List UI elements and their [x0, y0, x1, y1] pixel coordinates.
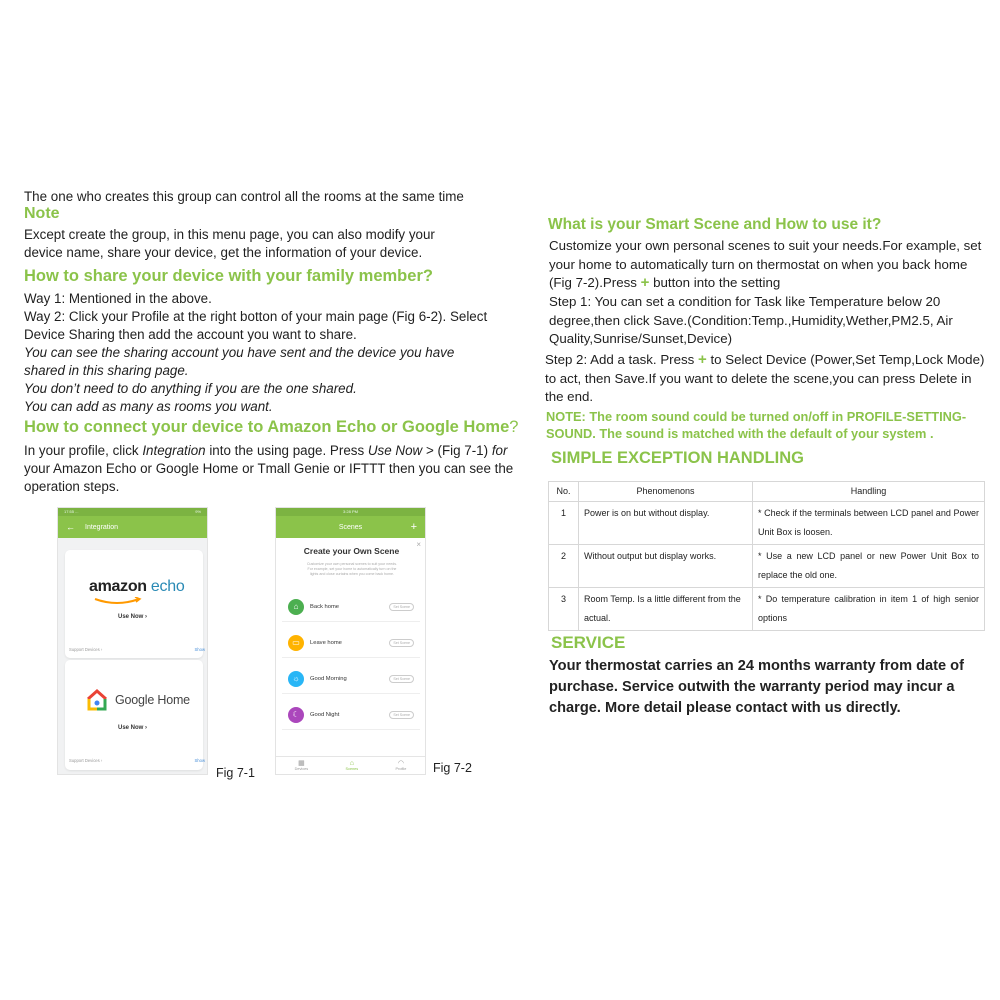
amazon-smile-icon — [93, 597, 143, 605]
exception-table-body — [549, 502, 985, 631]
connect-heading-text: How to connect your device to Amazon Echo or Google Home — [24, 418, 510, 436]
amazon-use-now-button[interactable]: Use Now › — [118, 614, 148, 620]
fig7-2-caption: Fig 7-2 — [433, 761, 472, 775]
share-section — [24, 290, 504, 416]
google-home-card[interactable] — [65, 660, 203, 770]
step2-text — [545, 351, 989, 407]
table-cell: * Use a new LCD panel or new Power Unit Box to replace the old one. — [753, 545, 985, 588]
table-row — [549, 502, 985, 545]
integration-header — [58, 516, 207, 538]
tab-label: Scenes — [345, 767, 359, 771]
status-bar — [58, 508, 207, 516]
create-scene-desc: Customize your own personal scenes to suit your needs. For example, set your home to automatically turn on the lights and close curtains when you come back home. — [306, 562, 398, 576]
scenes-title: Scenes — [338, 523, 363, 531]
connect-text — [24, 442, 514, 496]
set-scene-button[interactable]: Set Scene — [389, 603, 414, 611]
sunrise-icon: ☼ — [288, 671, 304, 687]
step2-a: Step 2: Add a task. Press — [545, 352, 698, 367]
profile-tab-icon: ◠ — [397, 760, 404, 767]
scene-text — [549, 237, 989, 293]
scene-row[interactable] — [282, 628, 420, 658]
share-note-3: You can add as many as rooms you want. — [24, 399, 273, 414]
table-header-cell: No. — [549, 482, 579, 502]
status-right: 9% — [195, 509, 201, 514]
use-now-term: Use Now — [367, 443, 423, 458]
create-scene-title: Create your Own Scene — [303, 546, 400, 556]
amazon-show-link[interactable]: Show — [194, 647, 205, 652]
tab-label: Profile — [395, 767, 407, 771]
connect-p3: > (Fig 7-1) — [422, 443, 489, 458]
set-scene-button[interactable]: Set Scene — [389, 639, 414, 647]
scene-label: Leave home — [310, 639, 342, 646]
share-note-2: You don’t need to do anything if you are the one shared. — [24, 381, 357, 396]
table-header-cell: Phenomenons — [579, 482, 753, 502]
tab-devices[interactable] — [295, 760, 309, 771]
echo-logo-text: echo — [146, 578, 185, 595]
amazon-support-line — [69, 647, 205, 652]
set-scene-button[interactable]: Set Scene — [389, 711, 414, 719]
note-heading: Note — [24, 205, 60, 222]
table-row — [549, 588, 985, 631]
table-cell: Room Temp. Is a little different from the actual. — [579, 588, 753, 631]
scene-label: Good Morning — [310, 675, 347, 682]
google-home-icon — [85, 688, 109, 712]
google-support-line — [69, 758, 205, 763]
intro-text: The one who creates this group can control all the rooms at the same time — [24, 189, 464, 204]
table-cell: 2 — [549, 545, 579, 588]
amazon-echo-logo — [89, 578, 184, 596]
table-cell: 1 — [549, 502, 579, 545]
set-scene-button[interactable]: Set Scene — [389, 675, 414, 683]
tab-label: Devices — [294, 767, 309, 771]
share-note-1: You can see the sharing account you have sent and the device you have shared in this sharing page. — [24, 345, 455, 378]
amazon-use-now-label: Use Now — [118, 614, 144, 620]
status-left: 17:55 ... — [64, 509, 79, 514]
way2-text: Way 2: Click your Profile at the right botton of your main page (Fig 6-2). Select Device Sharing then add the account you want to share. — [24, 309, 488, 342]
suitcase-icon: ▭ — [288, 635, 304, 651]
step2-b: to Select Device (Power,Set Temp,Lock Mode) to act, then Save.If you want to delete the scene,you can press Delete in the end. — [545, 352, 985, 405]
table-cell: * Do temperature calibration in item 1 of high senior options — [753, 588, 985, 631]
scene-row[interactable] — [282, 592, 420, 622]
google-use-now-button[interactable]: Use Now › — [118, 725, 148, 731]
fig7-2-screenshot — [275, 507, 426, 775]
tab-bar — [276, 756, 425, 774]
exception-table — [548, 481, 985, 631]
google-support-devices[interactable]: Support Devices › — [69, 758, 103, 763]
table-header-cell: Handling — [753, 482, 985, 502]
integration-title: Integration — [85, 523, 119, 531]
status-time: 3:28 PM — [343, 509, 358, 514]
amazon-support-devices[interactable]: Support Devices › — [69, 647, 103, 652]
fig7-1-caption: Fig 7-1 — [216, 766, 255, 780]
home-icon: ⌂ — [288, 599, 304, 615]
google-home-logo-text: Google Home — [115, 693, 190, 707]
scene-row[interactable] — [282, 664, 420, 694]
scene-panel — [276, 538, 426, 775]
scene-p1b: button into the setting — [649, 275, 781, 291]
share-heading: How to share your device with your family member? — [24, 267, 433, 285]
devices-tab-icon: ▦ — [298, 760, 305, 767]
connect-p1: In your profile, click — [24, 443, 143, 458]
connect-p2: into the using page. Press — [205, 443, 368, 458]
exception-table-header — [549, 482, 985, 502]
back-arrow-icon[interactable]: ← — [66, 522, 75, 532]
fig7-1-screenshot — [57, 507, 208, 775]
table-row — [549, 545, 985, 588]
tab-profile[interactable] — [396, 760, 407, 771]
scene-heading: What is your Smart Scene and How to use it? — [548, 216, 882, 233]
scene-label: Back home — [310, 603, 339, 610]
amazon-echo-card[interactable] — [65, 550, 203, 658]
step1-text: Step 1: You can set a condition for Task like Temperature below 20 degree,then click Save.(Condition:Temp.,Humidity,Wether,PM2.5, Air Quality,Sunrise/Sunset,Device) — [549, 294, 953, 347]
scene-p1: Customize your own personal scenes to suit your needs.For example, set your home to automatically turn on thermostat on when you back home (Fig 7-2).Press — [549, 238, 982, 291]
tab-scenes[interactable] — [346, 760, 359, 771]
scene-label: Good Night — [310, 711, 340, 718]
scene-row[interactable] — [282, 700, 420, 730]
plus-icon-2: + — [698, 351, 707, 368]
exception-heading: SIMPLE EXCEPTION HANDLING — [551, 449, 805, 467]
connect-heading-qmark: ? — [509, 418, 519, 436]
note-text: Except create the group, in this menu page, you can also modify your device name, share your device, get the information of your device. — [24, 227, 435, 260]
table-cell: * Check if the terminals between LCD panel and Power Unit Box is loosen. — [753, 502, 985, 545]
sound-note: NOTE: The room sound could be turned on/off in PROFILE-SETTING-SOUND. The sound is matched with the default of your system . — [546, 409, 967, 441]
connect-for: for — [491, 443, 508, 458]
plus-icon: + — [640, 274, 650, 292]
service-heading: SERVICE — [551, 633, 626, 652]
google-show-link[interactable]: Show — [194, 758, 205, 763]
google-use-now-label: Use Now — [118, 725, 144, 731]
amazon-logo-text: amazon — [89, 578, 147, 595]
integration-term: Integration — [142, 443, 206, 458]
table-cell: 3 — [549, 588, 579, 631]
close-icon[interactable]: × — [416, 540, 421, 549]
status-bar-2 — [276, 508, 425, 516]
connect-heading — [24, 418, 524, 437]
table-cell: Without output but display works. — [579, 545, 753, 588]
scenes-header — [276, 516, 425, 538]
connect-p4: your Amazon Echo or Google Home or Tmall Genie or IFTTT then you can see the operation steps. — [24, 461, 514, 494]
way1-text: Way 1: Mentioned in the above. — [24, 291, 212, 306]
scenes-tab-icon: ⌂ — [349, 760, 354, 767]
add-scene-plus-icon[interactable]: + — [410, 521, 417, 533]
service-text: Your thermostat carries an 24 months warranty from date of purchase. Service outwith the warranty period may incur a charge. More detail please contact with us directly. — [549, 658, 964, 716]
table-cell: Power is on but without display. — [579, 502, 753, 545]
moon-icon: ☾ — [288, 707, 304, 723]
